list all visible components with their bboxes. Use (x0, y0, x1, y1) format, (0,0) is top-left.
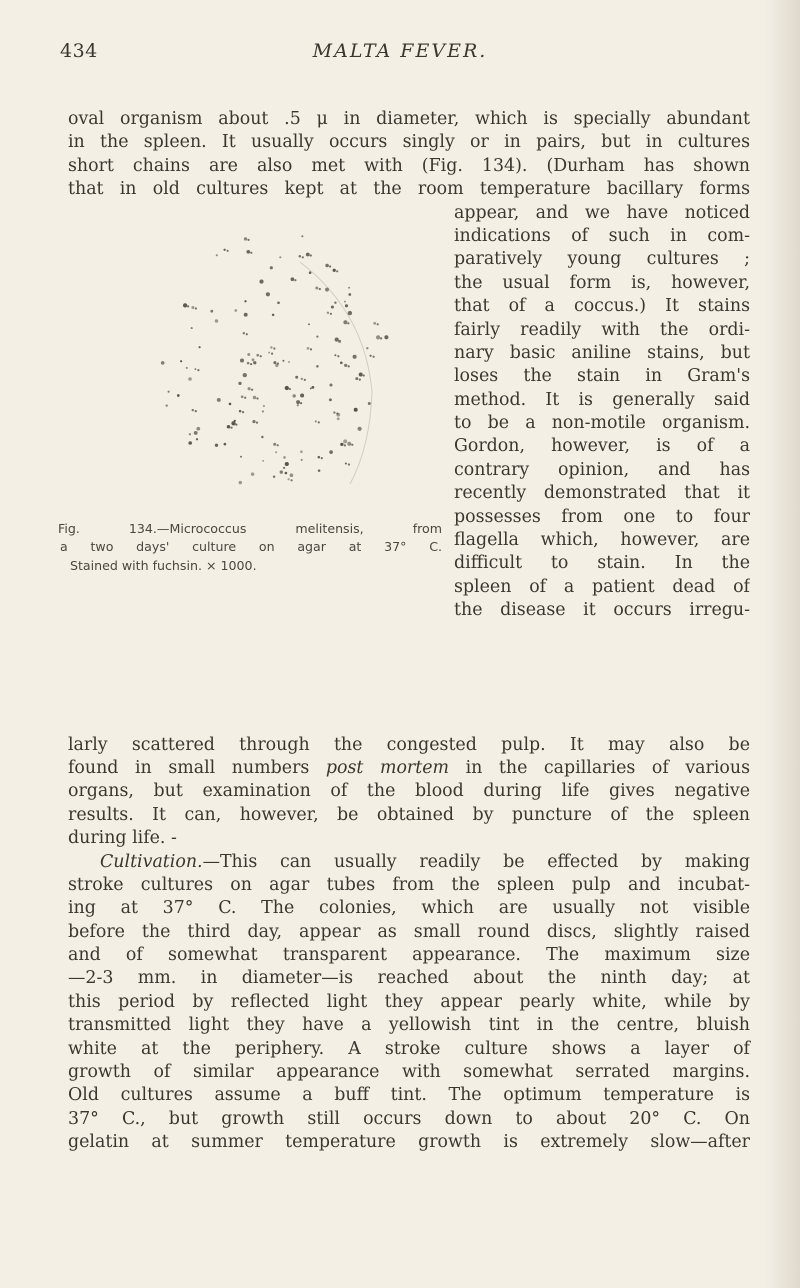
coccus-dot (318, 455, 321, 458)
text-line: gelatin at summer temperature growth is extremely slow—after (68, 1132, 750, 1153)
coccus-dot (251, 388, 253, 390)
text-line: contrary opinion, and has (454, 459, 750, 480)
coccus-dot (353, 354, 357, 358)
coccus-dot (315, 420, 317, 422)
coccus-dot (336, 412, 340, 416)
text-line: in the spleen. It usually occurs singly or in pairs, but in cultures (68, 132, 750, 153)
coccus-dot (234, 309, 237, 312)
coccus-dot (334, 354, 336, 356)
coccus-dot (344, 444, 346, 446)
coccus-dot (277, 444, 279, 446)
coccus-dot (273, 361, 276, 364)
coccus-dot (191, 327, 193, 329)
coccus-dot (325, 287, 329, 291)
text-segment: in the capillaries of various (449, 757, 750, 778)
coccus-dot (256, 353, 259, 356)
coccus-dot (299, 255, 302, 258)
coccus-dot (310, 254, 312, 256)
coccus-dot (343, 320, 347, 324)
coccus-dot (256, 421, 258, 423)
coccus-dot (301, 458, 303, 460)
coccus-dot (250, 251, 252, 253)
coccus-dot (321, 457, 323, 459)
text-line: Old cultures assume a buff tint. The optimum temperature is (68, 1085, 750, 1106)
coccus-dot (331, 305, 334, 308)
coccus-dot (195, 307, 197, 309)
coccus-dot (196, 438, 198, 440)
coccus-dot (240, 358, 244, 362)
text-segment: found in small numbers (68, 757, 326, 778)
coccus-dot (285, 471, 288, 474)
coccus-dot (329, 398, 332, 401)
coccus-dot (180, 360, 182, 362)
coccus-dot (166, 404, 168, 406)
coccus-dot (337, 417, 340, 420)
coccus-dot (195, 368, 197, 370)
coccus-dot (273, 442, 276, 445)
coccus-dot (246, 250, 250, 254)
figure-caption (58, 520, 442, 576)
coccus-dot (348, 365, 350, 367)
coccus-dot (259, 279, 263, 283)
text-line: Gordon, however, is of a (454, 436, 750, 457)
coccus-dot (347, 322, 349, 324)
coccus-dot (186, 366, 188, 368)
coccus-dot (263, 405, 265, 407)
coccus-dot (195, 410, 197, 412)
coccus-dot (340, 442, 343, 445)
coccus-dot (333, 411, 335, 413)
coccus-dot (300, 450, 303, 453)
coccus-dot (227, 249, 229, 251)
text-line: this period by reflected light they appear pearly white, while by (68, 991, 750, 1012)
coccus-dot (277, 301, 280, 304)
section-heading: Cultivation. (100, 851, 203, 872)
coccus-dot (242, 411, 244, 413)
coccus-dot (330, 312, 332, 314)
coccus-dot (188, 441, 192, 445)
coccus-dot (373, 355, 375, 357)
text-line: short chains are also met with (Fig. 134). (Durham has shown (68, 155, 750, 176)
coccus-dot (344, 363, 347, 366)
coccus-dot (335, 337, 339, 341)
coccus-dot (312, 386, 315, 389)
coccus-dot (329, 383, 332, 386)
coccus-dot (196, 426, 200, 430)
coccus-dot (273, 347, 275, 349)
coccus-dot (271, 352, 273, 354)
coccus-dot (230, 426, 232, 428)
coccus-dot (337, 355, 339, 357)
coccus-dot (307, 347, 310, 350)
coccus-dot (319, 287, 321, 289)
coccus-dot (227, 425, 231, 429)
text-line: before the third day, appear as small round discs, slightly raised (68, 921, 750, 942)
coccus-dot (161, 361, 165, 365)
coccus-dot (318, 421, 320, 423)
coccus-dot (216, 254, 218, 256)
text-line: white at the periphery. A stroke culture shows a layer of (68, 1038, 750, 1059)
text-line: larly scattered through the congested pulp. It may also be (68, 734, 750, 755)
coccus-dot (377, 323, 379, 325)
text-segment: —This can usually readily be effected by making (202, 851, 750, 872)
text-line: —2-3 mm. in diameter—is reached about the ninth day; at (68, 968, 750, 989)
coccus-dot (247, 361, 250, 364)
coccus-dot (348, 293, 351, 296)
coccus-dot (291, 277, 295, 281)
coccus-dot (244, 237, 247, 240)
coccus-dot (250, 363, 252, 365)
coccus-dot (239, 409, 242, 412)
coccus-dot (316, 365, 319, 368)
coccus-dot (192, 408, 194, 410)
text-line: method. It is generally said (454, 389, 750, 410)
coccus-dot (251, 472, 255, 476)
coccus-dot (347, 441, 351, 445)
coccus-dot (283, 466, 285, 468)
coccus-dot (384, 335, 388, 339)
coccus-dot (168, 390, 170, 392)
coccus-dot (345, 304, 348, 307)
coccus-dot (285, 462, 289, 466)
text-line: flagella which, however, are (454, 530, 750, 551)
coccus-dot (189, 433, 191, 435)
coccus-dot (315, 286, 318, 289)
coccus-dot (261, 435, 263, 437)
coccus-dot (282, 359, 284, 361)
coccus-dot (370, 354, 372, 356)
coccus-dot (262, 460, 264, 462)
coccus-dot (355, 377, 358, 380)
coccus-dot (238, 381, 241, 384)
coccus-dot (194, 431, 198, 435)
page-edge-shadow (766, 0, 800, 1288)
coccus-dot (240, 455, 242, 457)
coccus-dot (290, 473, 294, 477)
coccus-dot (270, 266, 273, 269)
coccus-dot (334, 301, 336, 303)
caption-line: a two days' culture on agar at 37° C. (60, 539, 442, 555)
coccus-dot (348, 286, 350, 288)
text-line: and of somewhat transparent appearance. The maximum size (68, 945, 750, 966)
text-line: recently demonstrated that it (454, 483, 750, 504)
coccus-dot (243, 373, 247, 377)
coccus-dot (191, 306, 194, 309)
coccus-dot (300, 402, 302, 404)
coccus-dot (308, 323, 310, 325)
coccus-dot (309, 271, 312, 274)
coccus-dot (272, 313, 275, 316)
coccus-dot (310, 348, 312, 350)
text-line: 37° C., but growth still occurs down to about 20° C. On (68, 1108, 750, 1129)
text-line: indications of such in com- (454, 225, 750, 246)
coccus-dot (291, 479, 293, 481)
coccus-dot (215, 319, 218, 322)
coccus-dot (358, 426, 362, 430)
text-line: fairly readily with the ordi- (454, 319, 750, 340)
coccus-dot (300, 393, 304, 397)
coccus-dot (244, 396, 246, 398)
text-line: stroke cultures on agar tubes from the spleen pulp and incubat- (68, 874, 750, 895)
coccus-dot (354, 407, 358, 411)
coccus-dot (348, 310, 352, 314)
coccus-dot (318, 469, 321, 472)
coccus-dot (244, 312, 248, 316)
coccus-dot (373, 321, 376, 324)
coccus-dot (368, 402, 371, 405)
coccus-dot (217, 398, 221, 402)
text-line: results. It can, however, be obtained by puncture of the spleen (68, 804, 750, 825)
running-head: MALTA FEVER. (312, 40, 488, 62)
coccus-dot (262, 410, 264, 412)
text-line: transmitted light they have a yellowish tint in the centre, bluish (68, 1015, 750, 1036)
text-line: possesses from one to four (454, 506, 750, 527)
cultivation-paragraph-start (68, 851, 750, 874)
coccus-dot (376, 335, 380, 339)
coccus-dot (210, 309, 213, 312)
text-line: that of a coccus.) It stains (454, 296, 750, 317)
coccus-dot (301, 377, 303, 379)
coccus-dot (253, 395, 257, 399)
coccus-dot (252, 420, 255, 423)
coccus-dot (247, 238, 249, 240)
coccus-dot (304, 378, 306, 380)
text-line: organs, but examination of the blood during life gives negative (68, 781, 750, 802)
caption-line: Stained with fuchsin. × 1000. (70, 557, 257, 573)
coccus-dot (351, 443, 353, 445)
coccus-dot (266, 292, 270, 296)
coccus-dot (279, 256, 281, 258)
coccus-dot (363, 374, 365, 376)
coccus-dot (297, 404, 299, 406)
text-line: oval organism about .5 μ in diameter, which is specially abundant (68, 109, 750, 129)
coccus-dot (177, 394, 180, 397)
text-line: ing at 37° C. The colonies, which are usually not visible (68, 898, 750, 919)
coccus-dot (283, 456, 286, 459)
coccus-dot (253, 361, 256, 364)
text-line: growth of similar appearance with somewhat serrated margins. (68, 1062, 750, 1083)
coccus-dot (329, 265, 331, 267)
coccus-dot (187, 305, 189, 307)
coccus-dot (287, 478, 289, 480)
coccus-dot (288, 361, 290, 363)
coccus-dot (302, 256, 304, 258)
coccus-dot (380, 337, 382, 339)
coccus-dot (183, 303, 187, 307)
coccus-dot (260, 355, 262, 357)
coccus-dot (277, 362, 279, 364)
coccus-dot (345, 462, 347, 464)
coccus-dot (256, 397, 258, 399)
coccus-dot (275, 451, 277, 453)
text-line: the usual form is, however, (454, 272, 750, 293)
coccus-dot (316, 335, 318, 337)
figure-134 (58, 202, 446, 734)
coccus-dot (243, 332, 245, 334)
text-line (68, 757, 750, 780)
coccus-dot (223, 248, 225, 250)
coccus-dot (340, 361, 343, 364)
coccus-dot (296, 400, 300, 404)
text-line: difficult to stain. In the (454, 553, 750, 574)
coccus-dot (247, 353, 250, 356)
coccus-dot (244, 300, 246, 302)
coccus-dot (270, 346, 272, 348)
text-line: the disease it occurs irregu- (454, 600, 750, 621)
text-line: spleen of a patient dead of (454, 576, 750, 597)
coccus-dot (359, 372, 363, 376)
coccus-dot (235, 423, 237, 425)
coccus-dot (366, 347, 368, 349)
coccus-dot (239, 480, 242, 483)
coccus-dot (285, 385, 289, 389)
coccus-dot (293, 394, 296, 397)
coccus-dot (327, 311, 329, 313)
coccus-dot (325, 263, 329, 267)
text-line: paratively young cultures ; (454, 249, 750, 270)
coccus-dot (333, 268, 336, 271)
coccus-dot (268, 351, 270, 353)
coccus-dot (329, 450, 333, 454)
page-number: 434 (60, 40, 98, 62)
coccus-dot (280, 470, 283, 473)
coccus-dot (231, 421, 235, 425)
italic-phrase: post mortem (325, 757, 450, 778)
coccus-dot (197, 369, 199, 371)
coccus-dot (248, 387, 251, 390)
micrococcus-illustration (150, 222, 400, 502)
text-line: during life. - (68, 828, 177, 849)
text-line: nary basic aniline stains, but (454, 342, 750, 363)
coccus-dot (224, 442, 227, 445)
coccus-dot (229, 402, 232, 405)
coccus-dot (310, 387, 312, 389)
coccus-dot (215, 443, 218, 446)
coccus-dot (294, 279, 296, 281)
page-header (0, 40, 800, 70)
coccus-dot (306, 252, 310, 256)
coccus-dot (343, 439, 347, 443)
coccus-dot (336, 270, 338, 272)
coccus-dot (246, 333, 248, 335)
coccus-dot (295, 375, 298, 378)
coccus-dot (241, 395, 244, 398)
body-text (58, 108, 750, 1155)
coccus-dot (344, 300, 346, 302)
coccus-dot (359, 378, 361, 380)
coccus-dot (289, 387, 291, 389)
caption-line: Fig. 134.—Micrococcus melitensis, from (58, 520, 442, 536)
coccus-dot (199, 346, 201, 348)
coccus-dot (252, 358, 255, 361)
text-line: that in old cultures kept at the room temperature bacillary forms (68, 179, 750, 200)
text-line: to be a non-motile organism. (454, 413, 750, 434)
coccus-dot (348, 463, 350, 465)
text-line: appear, and we have noticed (454, 202, 750, 223)
coccus-dot (273, 475, 275, 477)
text-line: loses the stain in Gram's (454, 366, 750, 387)
coccus-dot (188, 377, 192, 381)
coccus-dot (301, 235, 303, 237)
